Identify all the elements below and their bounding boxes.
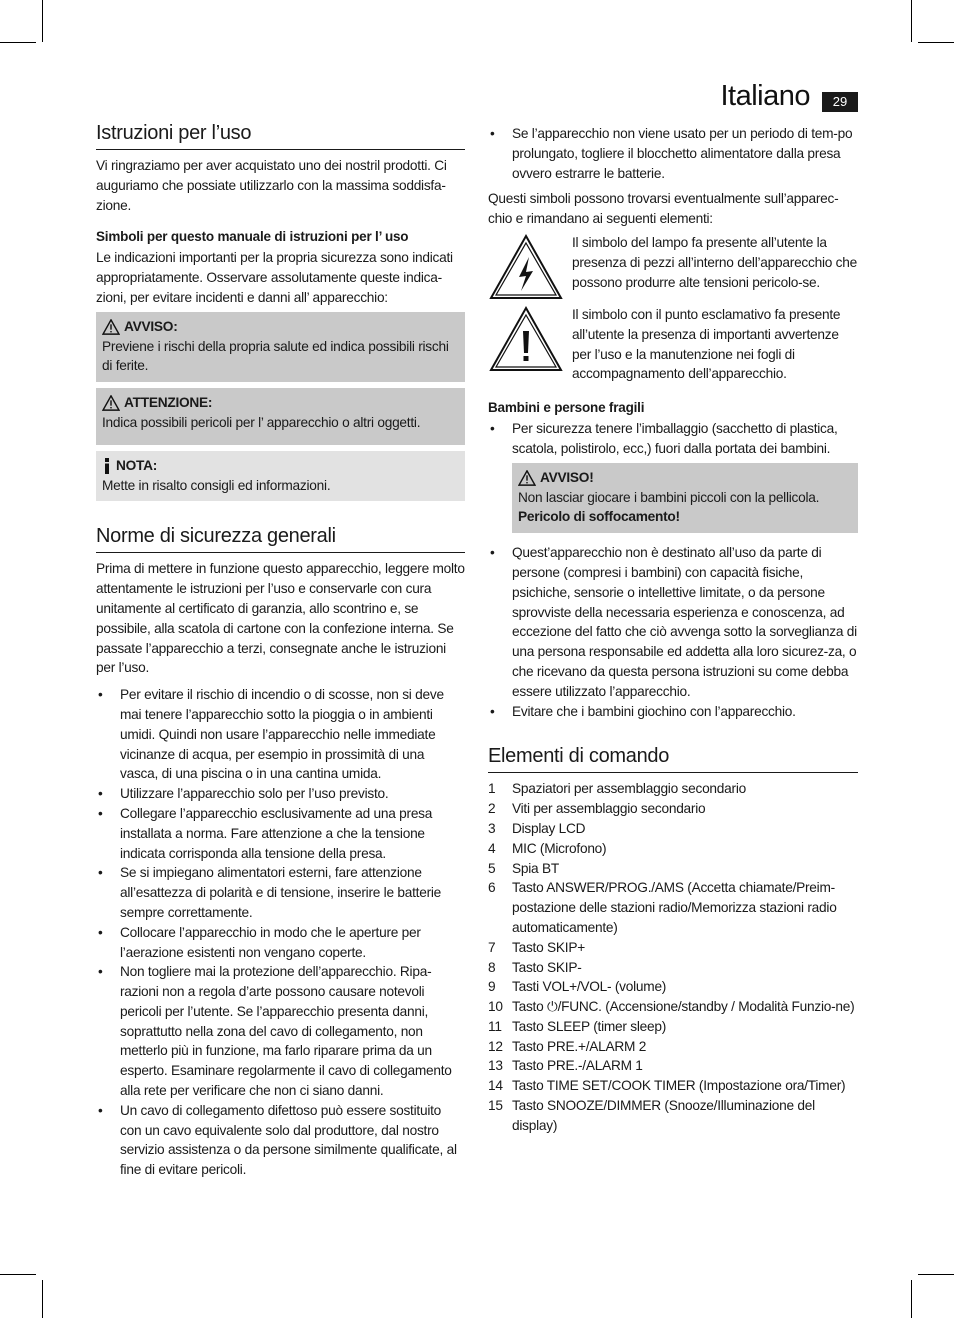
section-title-controls: Elementi di comando (488, 741, 858, 773)
exclamation-warning-icon (488, 305, 564, 373)
page-number-badge: 29 (822, 92, 858, 112)
list-item: 12 Tasto PRE.+/ALARM 2 (488, 1038, 647, 1054)
subsection-title-symbols: Simboli per questo manuale di istruzioni per l’ uso (96, 229, 409, 245)
list-item: 10 Tasto ⏻/FUNC. (Accensione/standby / Modalità Funzio-ne) (488, 999, 855, 1015)
list-item: • Per evitare il rischio di incendio o di scosse, non si deve mai tenere l’apparecchio sotto la pioggia o in ambienti umidi. Quindi non usare l’apparecchio nelle immediate vicinanze di acqua, per esempio in prossimità di una vasca, di una piscina o in una cantina umida. (98, 687, 444, 782)
warning-text: Non lasciar giocare i bambini piccoli con la pellicola. (518, 489, 820, 505)
crop-mark (42, 0, 43, 42)
note-box (96, 451, 465, 502)
note-label: NOTA: (116, 457, 158, 473)
left-column (96, 118, 465, 1186)
warning-box (96, 312, 465, 382)
crop-mark (0, 1274, 36, 1275)
list-item: • Collegare l’apparecchio esclusivamente ad una presa installata a norma. Fare attenzione a che la tensione indicata corrisponda alla tensione della presa. (98, 805, 433, 861)
list-item: • Un cavo di collegamento difettoso può essere sostituito con un cavo equivalente solo dal produttore, dal nostro servizio assistenza o da persone similmente qualificate, al fine di evitare pericoli. (98, 1102, 457, 1178)
warning-label: AVVISO! (540, 469, 594, 485)
list-item: • Se si impiegano alimentatori esterni, fare attenzione all’esattezza di polarità e di tensione, inserire le batterie sempre correttamente. (98, 865, 442, 920)
warning-label: AVVISO: (124, 318, 178, 334)
list-item: 9 Tasti VOL+/VOL- (volume) (488, 979, 667, 995)
warning-text: Previene i rischi della propria salute ed indica possibili rischi di ferite. (102, 338, 449, 374)
list-item: 15 Tasto SNOOZE/DIMMER (Snooze/Illuminazione del display) (488, 1098, 815, 1133)
intro-paragraph: Vi ringraziamo per aver acquistato uno dei nostril prodotti. Ci auguriamo che possiate utilizzarlo con la massima soddisfa-zione. (96, 158, 447, 213)
list-item: • Evitare che i bambini giochino con l’apparecchio. (490, 703, 796, 719)
crop-mark (911, 1280, 912, 1318)
caution-box (96, 388, 465, 445)
list-item: 13 Tasto PRE.-/ALARM 1 (488, 1058, 643, 1074)
lightning-warning-icon (488, 233, 564, 301)
crop-mark (0, 42, 36, 43)
list-item: • Quest’apparecchio non è destinato all’uso da parte di persone (compresi i bambini) con capacità fisiche, psichiche, sensorie o intellettive limitate, o da persone sprovviste della necessaria esperienza e conoscenza, ad eccezione del fatto che ciò avvenga sotto la sorveglianza di una persona responsabile ed addetta alla loro sicurez-za, o che ricevano da questa persona istruzioni su come debba essere utilizzato l’apparecchio. (490, 545, 857, 699)
list-item: 11 Tasto SLEEP (timer sleep) (488, 1018, 667, 1034)
list-item: 7 Tasto SKIP+ (488, 939, 585, 955)
right-column (488, 124, 858, 1136)
exclamation-description: Il simbolo con il punto esclamativo fa presente all’utente la presenza di importanti avvertenze per l’uso e la manutenzione nei fogli di accompagnamento dell’apparecchio. (572, 306, 841, 382)
list-item: • Utilizzare l’apparecchio solo per l’uso previsto. (98, 786, 389, 802)
suffocation-warning-box (512, 463, 858, 533)
crop-mark (918, 42, 954, 43)
warning-triangle-icon (518, 470, 536, 486)
list-item: • Collocare l’apparecchio in modo che le aperture per l’aerazione esistenti non vengano coperte. (98, 924, 421, 960)
note-text: Mette in risalto consigli ed informazioni. (102, 477, 331, 493)
list-item: • Non togliere mai la protezione dell’apparecchio. Ripa-razioni non a regola d’arte possono causare notevoli pericoli per l’utente. Se l’apparecchio presenta danni, soprattutto nella zona del cavo di collegamento, non metterlo più in funzione, ma farlo riparare prima da un esperto. Esaminare regolarmente il cavo di collegamento alla rete per verificare che non ci siano danni. (98, 964, 452, 1099)
warning-emphasis: Pericolo di soffocamento! (518, 509, 680, 525)
crop-mark (42, 1280, 43, 1318)
section-title-safety: Norme di sicurezza generali (96, 521, 465, 553)
safety-intro-paragraph: Prima di mettere in funzione questo apparecchio, leggere molto attentamente le istruzioni per l’uso e conservarle con cura unitamente al certificato di garanzia, allo scontrino e, se possibile, alla scatola di cartone con la confezione interna. Se passate l’apparecchio a terzi, consegnate anche le istruzioni per l’uso. (96, 561, 465, 676)
crop-mark (911, 0, 912, 42)
info-icon (102, 458, 112, 474)
list-item: 5 Spia BT (488, 860, 559, 876)
warning-triangle-icon (102, 319, 120, 335)
lightning-description: Il simbolo del lampo fa presente all’utente la presenza di pezzi all’interno dell’apparecchio che possono produrre alte tensioni pericolo-se. (572, 234, 858, 290)
power-bullet-list (488, 124, 858, 183)
children-bullet-list-2 (488, 543, 858, 721)
crop-mark (918, 1274, 954, 1275)
symbols-intro-paragraph: Questi simboli possono trovarsi eventualmente sull’apparec-chio e rimandano ai seguenti elementi: (488, 191, 839, 227)
list-item: 8 Tasto SKIP- (488, 959, 582, 975)
children-bullet-list-1 (488, 419, 858, 459)
exclamation-symbol-row (488, 305, 858, 384)
safety-bullet-list (96, 685, 465, 1180)
list-item: 2 Viti per assemblaggio secondario (488, 801, 706, 817)
subsection-title-children: Bambini e persone fragili (488, 400, 645, 416)
list-item: 6 Tasto ANSWER/PROG./AMS (Accetta chiamate/Preim-postazione delle stazioni radio/Memorizza stazioni radio automaticamente) (488, 880, 837, 935)
list-item: 4 MIC (Microfono) (488, 840, 607, 856)
section-title-instructions: Istruzioni per l’uso (96, 118, 465, 150)
list-item: • Se l’apparecchio non viene usato per un periodo di tem-po prolungato, togliere il blocchetto alimentatore dalla presa ovvero estrarre le batterie. (490, 126, 853, 181)
caution-text: Indica possibili pericoli per l’ apparecchio o altri oggetti. (102, 414, 421, 430)
list-item: 1 Spaziatori per assemblaggio secondario (488, 781, 746, 797)
lightning-symbol-row (488, 233, 858, 301)
caution-label: ATTENZIONE: (124, 395, 213, 411)
list-item: 14 Tasto TIME SET/COOK TIMER (Impostazione ora/Timer) (488, 1078, 846, 1094)
list-item: • Per sicurezza tenere l’imballaggio (sacchetto di plastica, scatola, polistirolo, ecc,) fuori dalla portata dei bambini. (490, 421, 838, 456)
list-item: 3 Display LCD (488, 820, 586, 836)
controls-list (488, 779, 858, 1135)
symbols-paragraph: Le indicazioni importanti per la propria sicurezza sono indicati appropriatamente. Osservare assolutamente queste indica-zioni, per evitare incidenti e danni all’ apparecchio: (96, 250, 453, 305)
page-language-title: Italiano (720, 80, 810, 112)
warning-triangle-icon (102, 395, 120, 411)
